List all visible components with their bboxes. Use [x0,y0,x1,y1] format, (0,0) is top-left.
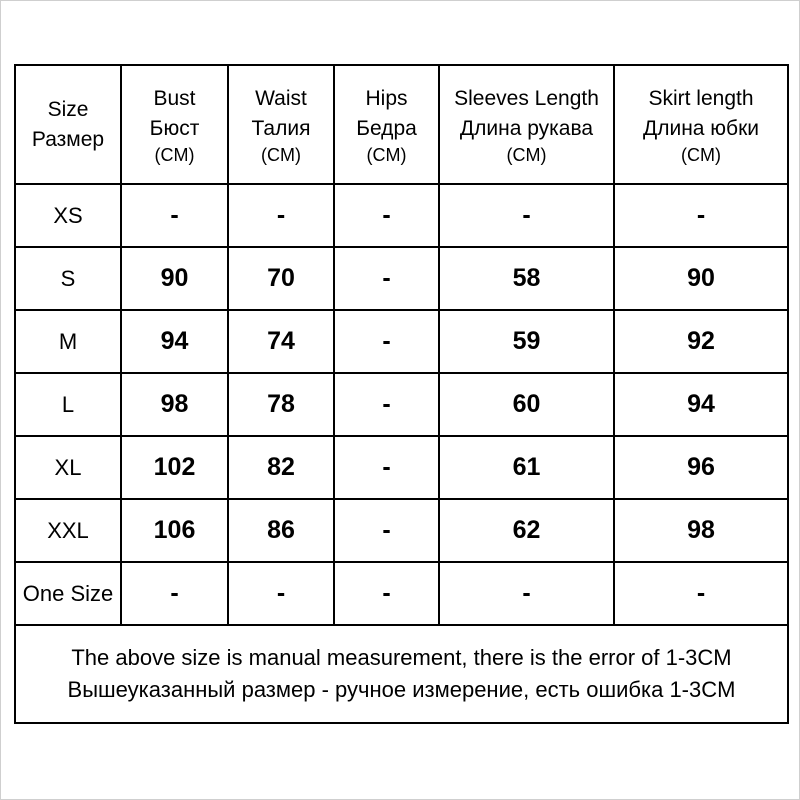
size-cell: XS [15,184,121,247]
waist-cell: - [228,184,334,247]
waist-cell: 78 [228,373,334,436]
table-row [15,247,788,310]
sleeves-cell: - [439,562,614,625]
header-bust-unit: (CM) [154,144,195,165]
table-row [15,373,788,436]
sleeves-cell: 59 [439,310,614,373]
note-row [15,625,788,723]
header-row [15,65,788,184]
header-skirt-en: Skirt length [648,86,754,110]
header-skirt [614,65,788,184]
skirt-cell: 94 [614,373,788,436]
table-row [15,562,788,625]
header-hips [334,65,439,184]
size-cell: One Size [15,562,121,625]
header-waist [228,65,334,184]
bust-cell: - [121,184,228,247]
sleeves-cell: 61 [439,436,614,499]
header-sleeves-unit: (CM) [506,144,547,165]
skirt-cell: 98 [614,499,788,562]
skirt-cell: 96 [614,436,788,499]
header-skirt-unit: (CM) [681,144,721,165]
hips-cell: - [334,436,439,499]
sleeves-cell: 60 [439,373,614,436]
sleeves-cell: 58 [439,247,614,310]
header-skirt-ru: Длина юбки [642,116,759,140]
bust-cell: 90 [121,247,228,310]
waist-cell: 70 [228,247,334,310]
header-hips-en: Hips [365,86,408,110]
header-bust-en: Bust [153,86,196,110]
size-cell: XXL [15,499,121,562]
size-cell: XL [15,436,121,499]
skirt-cell: 90 [614,247,788,310]
header-waist-en: Waist [255,86,307,110]
measurement-note [15,625,788,723]
header-sleeves-ru: Длина рукава [459,116,594,140]
hips-cell: - [334,310,439,373]
bust-cell: 94 [121,310,228,373]
header-waist-ru: Талия [251,116,311,140]
header-waist-unit: (CM) [261,144,301,165]
hips-cell: - [334,499,439,562]
header-hips-ru: Бедра [356,116,417,140]
skirt-cell: - [614,562,788,625]
bust-cell: 106 [121,499,228,562]
table-row [15,499,788,562]
size-cell: L [15,373,121,436]
header-bust [121,65,228,184]
table-row [15,184,788,247]
bust-cell: - [121,562,228,625]
waist-cell: 82 [228,436,334,499]
header-bust-ru: Бюст [149,116,200,140]
waist-cell: 86 [228,499,334,562]
size-cell: S [15,247,121,310]
sleeves-cell: 62 [439,499,614,562]
hips-cell: - [334,247,439,310]
table-row [15,310,788,373]
header-hips-unit: (CM) [366,144,407,165]
size-cell: M [15,310,121,373]
hips-cell: - [334,373,439,436]
hips-cell: - [334,562,439,625]
header-sleeves-en: Sleeves Length [454,86,599,110]
table-row [15,436,788,499]
hips-cell: - [334,184,439,247]
measurement-note-ru: Вышеуказанный размер - ручное измерение, есть ошибка 1-3CM [67,677,736,702]
skirt-cell: 92 [614,310,788,373]
header-size-en: Size [47,97,89,121]
header-size-ru: Размер [31,127,105,151]
header-sleeves [439,65,614,184]
size-chart-table [14,64,789,724]
bust-cell: 102 [121,436,228,499]
skirt-cell: - [614,184,788,247]
waist-cell: - [228,562,334,625]
header-size [15,65,121,184]
waist-cell: 74 [228,310,334,373]
measurement-note-en: The above size is manual measurement, there is the error of 1-3CM [71,645,732,670]
sleeves-cell: - [439,184,614,247]
bust-cell: 98 [121,373,228,436]
